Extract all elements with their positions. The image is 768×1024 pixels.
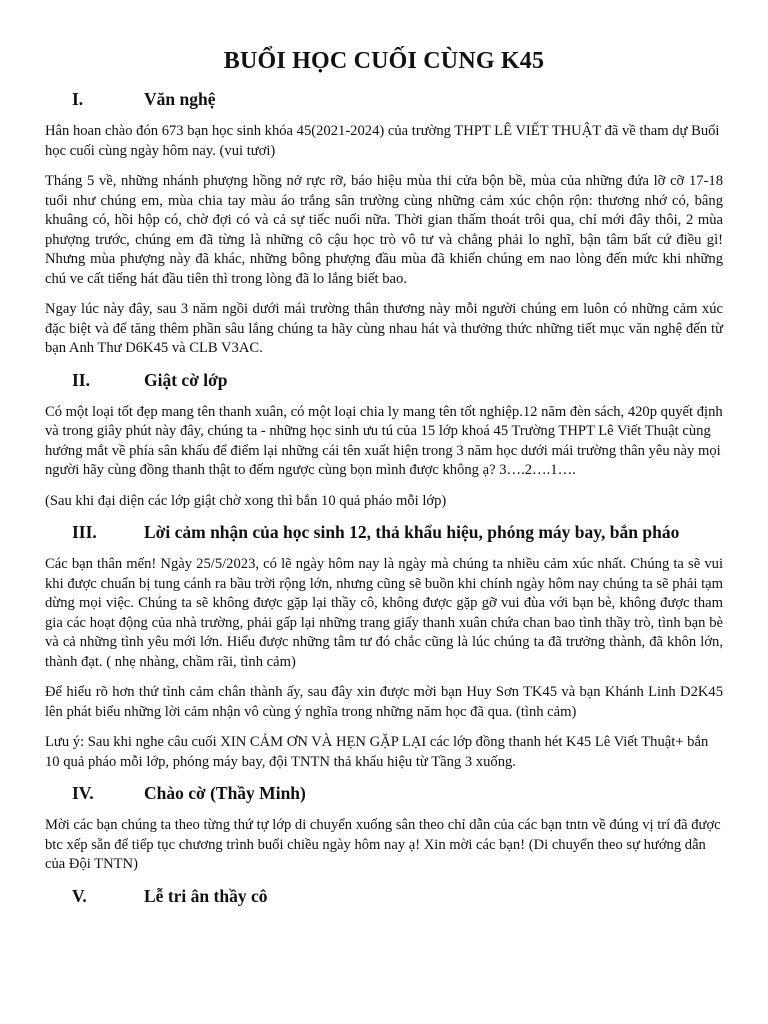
section-heading-giat-co-lop (45, 370, 723, 391)
paragraph: (Sau khi đại diện các lớp giật chờ xong thì bắn 10 quả pháo mỗi lớp) (45, 492, 447, 509)
section-number: III. (72, 522, 97, 542)
paragraph: Ngay lúc này đây, sau 3 năm ngồi dưới mái trường thân thương này mỗi người chúng em luôn có những cảm xúc đặc biệt và để tăng thêm phần sâu lắng chúng ta hãy cùng nhau hát và thưởng thức những tiết mục văn nghệ đến từ bạn Anh Thư D6K45 và CLB V3AC. (45, 301, 723, 356)
paragraph: Các bạn thân mến! Ngày 25/5/2023, có lẽ ngày hôm nay là ngày mà chúng ta nhiều cảm xúc nhất. Chúng ta sẽ vui khi được chuẩn bị tung cánh ra bầu trời rộng lớn, nhưng cũng sẽ buồn khi chính ngày hôm nay chúng ta sẽ phải tạm dừng mọi việc. Chúng ta sẽ không được gặp lại thầy cô, không được gặp gỡ vui đùa với bạn bè, không được tham gia các hoạt động của nhà trường, phải gấp lại những trang giấy thanh xuân chứa chan bao tình thầy trò, tình bạn bè và cả những tình yêu mới lớn. Hiểu được những tâm tư đó chắc cũng là lúc chúng ta đã trưởng thành, đã khôn lớn, thành đạt. ( nhẹ nhàng, chầm rãi, tình cảm) (45, 556, 723, 670)
paragraph: Lưu ý: Sau khi nghe câu cuối XIN CẢM ƠN VÀ HẸN GẶP LẠI các lớp đồng thanh hét K45 Lê Viết Thuật+ bắn 10 quả pháo mỗi lớp, phóng máy bay, đội TNTN thả khẩu hiệu từ Tầng 3 xuống. (45, 734, 709, 770)
section-number: I. (72, 89, 84, 109)
paragraph: Mời các bạn chúng ta theo từng thứ tự lớp di chuyển xuống sân theo chỉ dẫn của các bạn tntn về đúng vị trí đã được btc xếp sẵn để tiếp tục chương trình buổi chiều ngày hôm nay ạ! Xin mời các bạn! (Di chuyển theo sự hướng dẫn của Đội TNTN) (45, 817, 721, 872)
section-number: V. (72, 885, 87, 906)
section-heading-chao-co (45, 783, 723, 804)
section-title: Giật cờ lớp (144, 369, 228, 390)
section-number: IV. (72, 783, 94, 803)
section-heading-loi-cam-nhan (45, 522, 723, 543)
paragraph: Có một loại tốt đẹp mang tên thanh xuân, có một loại chia ly mang tên tốt nghiệp.12 năm đèn sách, 420p quyết định và trong giây phút này đây, chúng ta - những học sinh ưu tú của 15 lớp khoá 45 Trường THPT Lê Viết Thuật cùng hướng mắt về phía sân khấu để điểm lại những cái tên xuất hiện trong 3 năm học dưới mái trường thân yêu này mọi người hãy cùng đồng thanh thật to đếm ngược cùng bọn mình được không ạ? 3….2….1…. (45, 403, 723, 478)
section-number: II. (72, 369, 90, 390)
section-title: Lễ tri ân thầy cô (144, 885, 268, 906)
section-heading-van-nghe (45, 89, 723, 110)
document-title: BUỔI HỌC CUỐI CÙNG K45 (223, 48, 545, 74)
paragraph: Để hiểu rõ hơn thứ tình cảm chân thành ấy, sau đây xin được mời bạn Huy Sơn TK45 và bạn Khánh Linh D2K45 lên phát biểu những lời cảm nhận vô cùng ý nghĩa trong những năm học đã qua. (tình cảm) (45, 684, 723, 720)
paragraph: Tháng 5 về, những nhánh phượng hồng nở rực rỡ, báo hiệu mùa thi cửa bộn bề, mùa của những đứa lỡ cỡ 17-18 tuổi như chúng em, mùa chia tay màu áo trắng sân trường cùng những cảm xúc chộn rộn: thương nhớ có, bâng khuâng có, hồi hộp có, chờ đợi có và cả sự tiếc nuối nữa. Thời gian thấm thoát trôi qua, chỉ mới đây thôi, 2 mùa phượng trước, chúng em đã từng là những cô cậu học trò vô tư và chẳng phải lo nghĩ, bận tâm bất cứ điều gì! Nhưng mùa phượng này đã khác, những bông phượng đầu mùa đã khiến chúng em nao lòng đến mức khi những chú ve cất tiếng hát đầu tiên thì trong lòng đã lo lắng biết bao. (45, 173, 723, 287)
section-title: Chào cờ (Thầy Minh) (144, 783, 306, 803)
section-title: Văn nghệ (144, 89, 216, 109)
paragraph: Hân hoan chào đón 673 bạn học sinh khóa 45(2021-2024) của trường THPT LÊ VIẾT THUẬT đã về tham dự Buổi học cuối cùng ngày hôm nay. (vui tươi) (45, 123, 720, 159)
section-heading-tri-an (45, 886, 723, 907)
section-title: Lời cảm nhận của học sinh 12, thả khẩu hiệu, phóng máy bay, bắn pháo (144, 522, 680, 542)
